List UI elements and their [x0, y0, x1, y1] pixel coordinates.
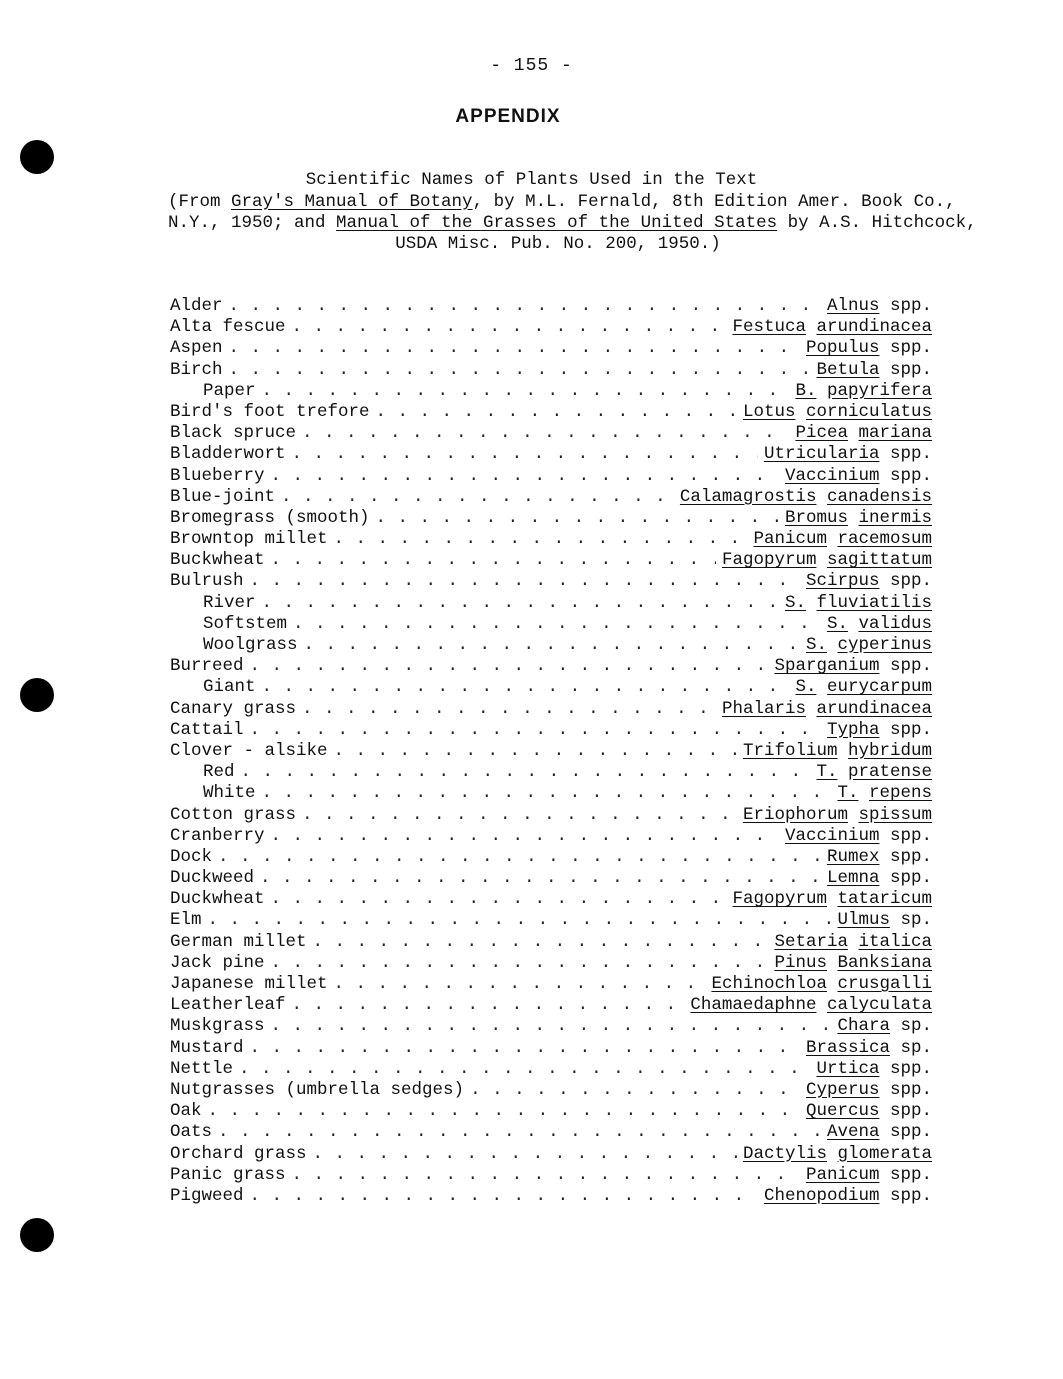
- genus-name: Setaria: [774, 931, 848, 952]
- scientific-name: [743, 1144, 932, 1165]
- dot-leader: [313, 1144, 737, 1165]
- species-name: repens: [868, 783, 932, 804]
- common-name: Bromegrass (smooth): [170, 507, 370, 528]
- list-item: [170, 847, 932, 868]
- list-item: [170, 805, 932, 826]
- scientific-name: [816, 360, 932, 381]
- genus-name: Panicum: [753, 529, 827, 550]
- species-name: sagittatum: [826, 550, 932, 571]
- source-text: USDA Misc. Pub. No. 200, 1950.): [395, 234, 721, 254]
- list-item: [170, 487, 932, 508]
- dot-leader: [292, 995, 685, 1016]
- common-name: Alta fescue: [170, 317, 286, 338]
- common-name: Duckweed: [170, 868, 255, 889]
- common-name: River: [203, 592, 256, 613]
- dot-leader: [229, 360, 811, 381]
- scientific-name: [816, 1059, 932, 1080]
- scientific-name: [806, 338, 932, 359]
- species-abbrev: spp.: [889, 1122, 932, 1143]
- species-abbrev: sp.: [900, 1016, 932, 1037]
- dot-leader: [302, 699, 716, 720]
- genus-name: Utricularia: [763, 444, 880, 465]
- genus-name: Phalaris: [721, 698, 806, 719]
- dot-leader: [271, 466, 779, 487]
- list-item: [170, 741, 932, 762]
- list-item: [170, 783, 932, 804]
- list-item: [170, 974, 932, 995]
- list-item: [170, 1016, 932, 1037]
- dot-leader: [334, 529, 748, 550]
- common-name: White: [203, 783, 256, 804]
- species-name: validus: [858, 613, 932, 634]
- species-name: fluviatilis: [816, 592, 932, 613]
- list-item: [170, 910, 932, 931]
- species-name: corniculatus: [805, 401, 932, 422]
- dot-leader: [376, 402, 737, 423]
- dot-leader: [313, 932, 769, 953]
- list-item: [170, 338, 932, 359]
- list-item: [170, 402, 932, 423]
- genus-name: Quercus: [805, 1101, 880, 1122]
- scientific-name: [774, 656, 932, 677]
- genus-name: Scirpus: [805, 571, 880, 592]
- book-title: Manual of the Grasses of the United States: [336, 213, 778, 233]
- subtitle: Scientific Names of Plants Used in the Text: [305, 170, 758, 190]
- dot-leader: [250, 656, 769, 677]
- list-item: [170, 1080, 932, 1101]
- source-text: , by M.L. Fernald, 8th Edition Amer. Book Co.,: [472, 192, 956, 212]
- scientific-name: [680, 487, 932, 508]
- species-abbrev: spp.: [889, 1164, 932, 1185]
- scientific-name: [743, 805, 932, 826]
- genus-name: S.: [826, 613, 848, 634]
- common-name: Black spruce: [170, 423, 297, 444]
- species-name: glomerata: [837, 1143, 932, 1164]
- species-name: italica: [858, 931, 932, 952]
- species-name: spissum: [858, 804, 932, 825]
- dot-leader: [262, 381, 790, 402]
- list-item: [170, 720, 932, 741]
- dot-leader: [208, 910, 832, 931]
- species-name: racemosum: [837, 529, 932, 550]
- dot-leader: [376, 508, 779, 529]
- dot-leader: [250, 1186, 758, 1207]
- genus-name: Lemna: [826, 868, 880, 889]
- species-abbrev: spp.: [889, 571, 932, 592]
- scientific-name: [795, 677, 932, 698]
- genus-name: S.: [805, 635, 827, 655]
- scientific-name: [722, 550, 932, 571]
- common-name: Aspen: [170, 338, 223, 359]
- dot-leader: [293, 614, 821, 635]
- list-item: [170, 296, 932, 317]
- page-number: - 155 -: [490, 56, 573, 76]
- list-item: [170, 381, 932, 402]
- list-item: [170, 699, 932, 720]
- species-abbrev: spp.: [889, 825, 932, 846]
- scientific-name: [827, 847, 932, 868]
- genus-name: S.: [784, 592, 806, 613]
- scientific-name: [774, 953, 932, 974]
- scientific-name: [827, 720, 932, 741]
- species-name: tataricum: [837, 889, 932, 910]
- genus-name: Betula: [816, 359, 880, 380]
- genus-name: Lotus: [742, 401, 796, 422]
- common-name: Buckwheat: [170, 550, 265, 571]
- scientific-name: [743, 402, 932, 423]
- dot-leader: [241, 762, 811, 783]
- common-name: Japanese millet: [170, 974, 328, 994]
- common-name: Pigweed: [170, 1185, 244, 1206]
- common-name: Bulrush: [170, 571, 244, 592]
- genus-name: Chamaedaphne: [690, 995, 817, 1016]
- species-abbrev: spp.: [889, 868, 932, 889]
- genus-name: Bromus: [784, 507, 848, 528]
- list-item: [170, 868, 932, 889]
- common-name: Nutgrasses (umbrella sedges): [170, 1079, 465, 1100]
- genus-name: Sparganium: [774, 656, 880, 677]
- scientific-name: [785, 593, 932, 614]
- species-name: Banksiana: [837, 952, 932, 973]
- dot-leader: [292, 444, 758, 465]
- list-item: [170, 932, 932, 953]
- punch-hole-top: [20, 140, 54, 174]
- common-name: Alder: [170, 296, 223, 316]
- dot-leader: [304, 635, 800, 656]
- genus-name: Dactylis: [742, 1143, 827, 1164]
- common-name: Burreed: [170, 656, 244, 677]
- species-abbrev: spp.: [889, 719, 932, 740]
- species-abbrev: spp.: [889, 465, 932, 486]
- genus-name: Ulmus: [837, 910, 890, 931]
- scientific-name: [806, 571, 932, 592]
- species-name: inermis: [858, 507, 932, 528]
- common-name: Canary grass: [170, 698, 297, 719]
- common-name: Duckwheat: [170, 889, 265, 910]
- page-title: APPENDIX: [455, 106, 561, 127]
- list-item: [170, 466, 932, 487]
- genus-name: Fagopyrum: [732, 889, 827, 910]
- list-item: [170, 1038, 932, 1059]
- source-text: (From: [168, 192, 232, 212]
- scientific-name: [806, 1165, 932, 1186]
- species-abbrev: spp.: [889, 1058, 932, 1079]
- list-item: [170, 593, 932, 614]
- common-name: Mustard: [170, 1037, 244, 1058]
- common-name: Cotton grass: [170, 804, 297, 825]
- common-name: Woolgrass: [203, 635, 298, 655]
- species-name: mariana: [858, 423, 932, 444]
- genus-name: Vaccinium: [784, 465, 880, 486]
- genus-name: Populus: [805, 338, 880, 359]
- list-item: [170, 826, 932, 847]
- scientific-name: [806, 1101, 932, 1122]
- dot-leader: [470, 1080, 800, 1101]
- list-item: [170, 762, 932, 783]
- common-name: German millet: [170, 931, 307, 952]
- common-name: Dock: [170, 846, 213, 867]
- species-abbrev: spp.: [889, 359, 932, 380]
- scientific-name: [722, 699, 932, 720]
- common-name: Jack pine: [170, 952, 265, 973]
- genus-name: Pinus: [774, 952, 827, 973]
- common-name: Clover - alsike: [170, 740, 328, 761]
- genus-name: S.: [795, 677, 817, 698]
- species-name: eurycarpum: [826, 677, 932, 698]
- common-name: Elm: [170, 910, 202, 931]
- scientific-name: [785, 508, 932, 529]
- dot-leader: [250, 720, 821, 741]
- species-abbrev: spp.: [889, 656, 932, 677]
- genus-name: Calamagrostis: [679, 486, 817, 507]
- genus-name: Chenopodium: [763, 1185, 880, 1206]
- genus-name: Fagopyrum: [721, 550, 817, 571]
- plant-name-list: [170, 296, 932, 1207]
- genus-name: Trifolium: [742, 740, 838, 761]
- genus-name: Brassica: [805, 1037, 890, 1058]
- list-item: [170, 1144, 932, 1165]
- dot-leader: [292, 317, 727, 338]
- scientific-name: [827, 868, 932, 889]
- dot-leader: [271, 826, 779, 847]
- common-name: Giant: [203, 677, 256, 698]
- list-item: [170, 1059, 932, 1080]
- scientific-name: [806, 1038, 932, 1059]
- source-citation: [168, 192, 988, 255]
- common-name: Blue-joint: [170, 486, 276, 507]
- common-name: Orchard grass: [170, 1143, 307, 1164]
- scientific-name: [785, 826, 932, 847]
- common-name: Blueberry: [170, 465, 265, 486]
- scientific-name: [764, 1186, 932, 1207]
- book-title: Gray's Manual of Botany: [231, 192, 473, 212]
- dot-leader: [271, 953, 769, 974]
- genus-name: Avena: [826, 1122, 880, 1143]
- genus-name: Urtica: [816, 1058, 880, 1079]
- list-item: [170, 1186, 932, 1207]
- common-name: Softstem: [203, 613, 288, 634]
- list-item: [170, 1101, 932, 1122]
- scientific-name: [732, 317, 932, 338]
- scientific-name: [806, 1080, 932, 1101]
- species-abbrev: spp.: [889, 1185, 932, 1206]
- common-name: Panic grass: [170, 1164, 286, 1185]
- scientific-name: [785, 466, 932, 487]
- scientific-name: [711, 974, 932, 995]
- genus-name: Echinochloa: [711, 974, 827, 994]
- dot-leader: [262, 593, 779, 614]
- list-item: [170, 317, 932, 338]
- scientific-name: [795, 381, 932, 402]
- common-name: Oats: [170, 1122, 213, 1143]
- scientific-name: [837, 910, 932, 931]
- dot-leader: [292, 1165, 800, 1186]
- dot-leader: [218, 1122, 821, 1143]
- scientific-name: [690, 995, 932, 1016]
- species-name: arundinacea: [816, 317, 932, 338]
- punch-hole-bottom: [20, 1218, 54, 1252]
- common-name: Cranberry: [170, 825, 265, 846]
- list-item: [170, 677, 932, 698]
- scientific-name: [732, 889, 932, 910]
- common-name: Browntop millet: [170, 529, 328, 550]
- common-name: Muskgrass: [170, 1016, 265, 1037]
- dot-leader: [281, 487, 674, 508]
- common-name: Birch: [170, 359, 223, 380]
- common-name: Oak: [170, 1101, 202, 1122]
- common-name: Bird's foot trefore: [170, 401, 370, 422]
- species-name: pratense: [847, 762, 932, 783]
- species-name: arundinacea: [816, 698, 932, 719]
- scientific-name: [743, 741, 932, 762]
- scientific-name: [774, 932, 932, 953]
- genus-name: Typha: [826, 719, 880, 740]
- species-abbrev: spp.: [889, 1101, 932, 1122]
- species-name: canadensis: [826, 486, 932, 507]
- species-abbrev: spp.: [889, 296, 932, 316]
- scientific-name: [837, 1016, 932, 1037]
- dot-leader: [229, 296, 821, 317]
- scientific-name: [764, 444, 932, 465]
- list-item: [170, 1165, 932, 1186]
- genus-name: T.: [816, 762, 838, 783]
- genus-name: Festuca: [732, 317, 806, 338]
- scientific-name: [837, 783, 932, 804]
- species-abbrev: spp.: [889, 338, 932, 359]
- dot-leader: [271, 550, 716, 571]
- common-name: Nettle: [170, 1058, 234, 1079]
- scientific-name: [795, 423, 932, 444]
- species-name: hybridum: [847, 740, 932, 761]
- genus-name: Cyperus: [805, 1079, 880, 1100]
- species-name: papyrifera: [826, 380, 932, 401]
- scientific-name: [816, 762, 932, 783]
- genus-name: T.: [837, 783, 859, 804]
- scientific-name: [827, 1122, 932, 1143]
- species-abbrev: spp.: [889, 444, 932, 465]
- common-name: Red: [203, 762, 235, 783]
- species-name: cyperinus: [837, 635, 932, 655]
- species-abbrev: spp.: [889, 1079, 932, 1100]
- list-item: [170, 656, 932, 677]
- list-item: [170, 889, 932, 910]
- dot-leader: [262, 783, 832, 804]
- list-item: [170, 360, 932, 381]
- source-text: N.Y., 1950; and: [168, 213, 337, 233]
- genus-name: Eriophorum: [742, 804, 848, 825]
- dot-leader: [239, 1059, 810, 1080]
- dot-leader: [250, 1038, 800, 1059]
- species-abbrev: sp.: [900, 1037, 932, 1058]
- genus-name: Panicum: [805, 1164, 880, 1185]
- dot-leader: [334, 974, 706, 995]
- list-item: [170, 953, 932, 974]
- scientific-name: [806, 635, 932, 656]
- genus-name: Alnus: [826, 296, 880, 316]
- list-item: [170, 635, 932, 656]
- list-item: [170, 995, 932, 1016]
- dot-leader: [262, 677, 790, 698]
- scientific-name: [827, 296, 932, 317]
- scientific-name: [827, 614, 932, 635]
- dot-leader: [302, 805, 737, 826]
- list-item: [170, 508, 932, 529]
- dot-leader: [334, 741, 737, 762]
- genus-name: Rumex: [826, 846, 880, 867]
- genus-name: Chara: [837, 1016, 890, 1037]
- common-name: Paper: [203, 380, 256, 401]
- list-item: [170, 614, 932, 635]
- dot-leader: [271, 889, 727, 910]
- species-abbrev: sp.: [900, 910, 932, 931]
- dot-leader: [208, 1101, 800, 1122]
- list-item: [170, 550, 932, 571]
- list-item: [170, 1122, 932, 1143]
- scientific-name: [753, 529, 932, 550]
- genus-name: Vaccinium: [784, 825, 880, 846]
- dot-leader: [250, 571, 800, 592]
- species-name: crusgalli: [837, 974, 932, 994]
- genus-name: B.: [795, 380, 817, 401]
- common-name: Cattail: [170, 719, 244, 740]
- common-name: Leatherleaf: [170, 995, 286, 1016]
- common-name: Bladderwort: [170, 444, 286, 465]
- dot-leader: [260, 868, 821, 889]
- list-item: [170, 444, 932, 465]
- species-abbrev: spp.: [889, 846, 932, 867]
- dot-leader: [218, 847, 821, 868]
- genus-name: Picea: [795, 423, 848, 444]
- dot-leader: [271, 1016, 832, 1037]
- species-name: calyculata: [826, 995, 932, 1016]
- list-item: [170, 423, 932, 444]
- punch-hole-middle: [20, 678, 54, 712]
- list-item: [170, 571, 932, 592]
- source-text: by A.S. Hitchcock,: [777, 213, 977, 233]
- list-item: [170, 529, 932, 550]
- dot-leader: [302, 423, 789, 444]
- dot-leader: [229, 338, 800, 359]
